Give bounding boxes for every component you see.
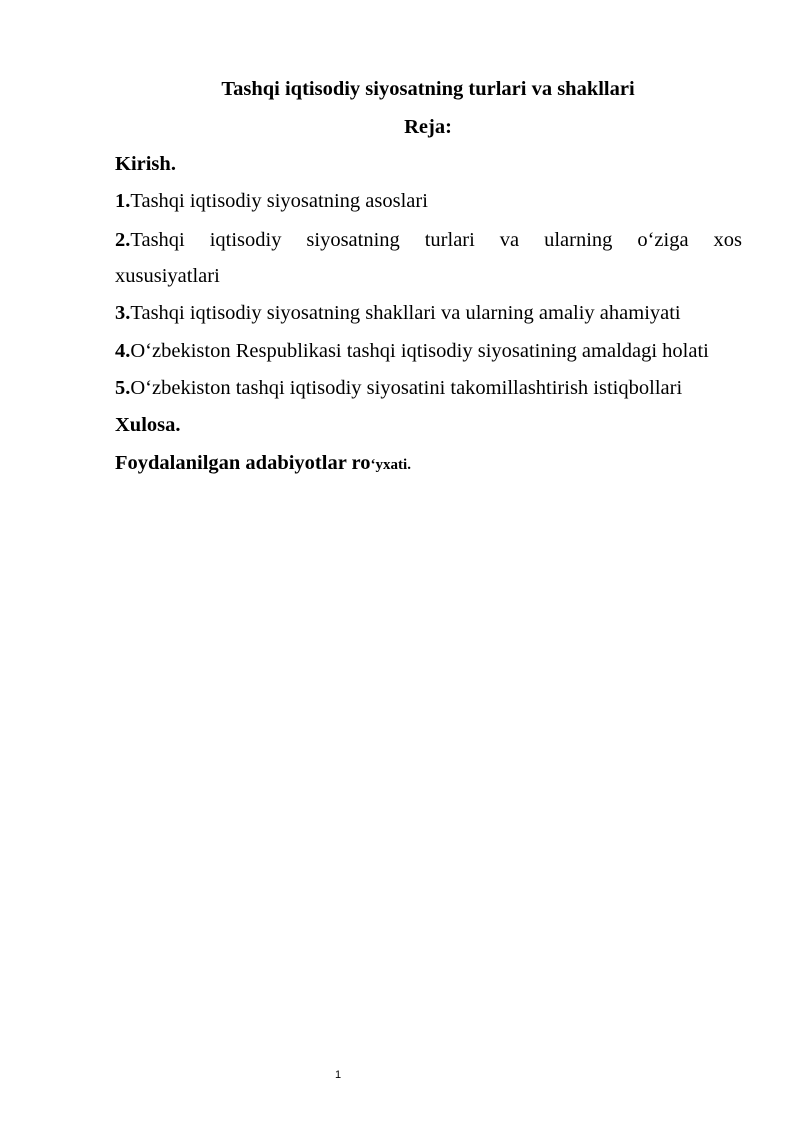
intro-heading: Kirish. [115, 153, 176, 175]
plan-item-number: 1. [115, 190, 131, 212]
plan-item-1 [115, 188, 742, 214]
plan-item-3 [115, 300, 742, 326]
plan-item-text: Tashqi iqtisodiy siyosatning asoslari [130, 190, 428, 212]
plan-heading: Reja: [404, 116, 452, 138]
page-number: 1 [334, 1069, 342, 1081]
references-heading-tail: ‘yxati. [370, 457, 411, 473]
plan-item-2-continuation: xususiyatlari [115, 265, 220, 287]
plan-item-number: 4. [115, 340, 131, 362]
plan-item-text: O‘zbekiston Respublikasi tashqi iqtisodiy siyosatining amaldagi holati [130, 340, 709, 362]
document-title: Tashqi iqtisodiy siyosatning turlari va shakllari [221, 78, 635, 100]
plan-item-text: O‘zbekiston tashqi iqtisodiy siyosatini takomillashtirish istiqbollari [130, 377, 683, 399]
plan-item-number: 2. [115, 229, 131, 251]
references-heading [115, 450, 742, 478]
plan-item-4 [115, 338, 742, 364]
references-heading-main: Foydalanilgan adabiyotlar ro [115, 452, 371, 474]
conclusion-heading: Xulosa. [115, 414, 181, 436]
plan-item-text: Tashqi iqtisodiy siyosatning shakllari va ularning amaliy ahamiyati [130, 302, 681, 324]
plan-item-5 [115, 375, 742, 401]
plan-item-number: 3. [115, 302, 131, 324]
plan-item-2 [115, 227, 742, 253]
plan-item-text: Tashqi iqtisodiy siyosatning turlari va ularning o‘ziga xos [130, 229, 742, 251]
plan-item-number: 5. [115, 377, 131, 399]
